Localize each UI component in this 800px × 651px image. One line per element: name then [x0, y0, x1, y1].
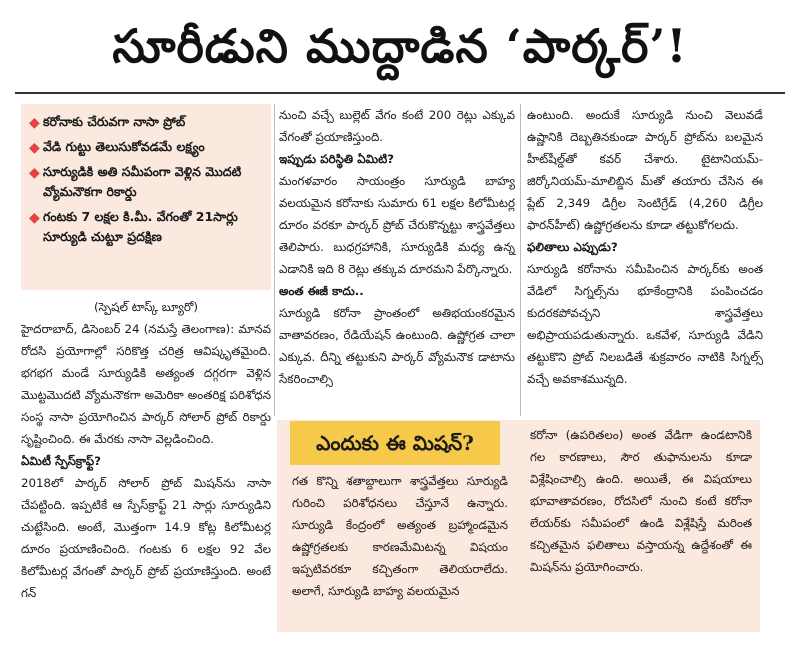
- subhead-not-easy: అంత ఈజీ కాదు..: [279, 284, 364, 298]
- subhead-current-status: ఇప్పుడు పరిస్థితి ఏమిటి?: [279, 152, 395, 166]
- highlight-item: ◆ గంటకు 7 లక్షల కి.మీ. వేగంతో 21సార్లు సూర్యుడి చుట్టూ ప్రదక్షిణ: [29, 209, 238, 244]
- body-paragraph: సూర్యుడి కరోనాను సమీపించిన పార్కర్‌కు అంత వేడిలో సిగ్నల్స్‌ను భూకేంద్రానికి పంపించడం కుదరకపోవచ్చని శాస్త్రవేత్తలు అభిప్రాయపడుతున్నారు. ఒకవేళ, సూర్యుడి వేడిని తట్టుకొని ప్రోబ్ నిలబడితే శుక్రవారం నాటికి సిగ్నల్స్ వచ్చే అవకాశమున్నది.: [527, 262, 763, 386]
- headline: సూరీడుని ముద్దాడిన ‘పార్కర్’!: [112, 19, 688, 73]
- column-3: [527, 104, 763, 390]
- column-2: [279, 104, 515, 390]
- highlights-box: [21, 104, 271, 290]
- body-paragraph: 2018లో పార్కర్ సోలార్ ప్రోబ్ మిషన్‌ను నాసా చేపట్టింది. ఇప్పటికే ఆ స్పేస్‌క్రాఫ్ట్ 21 సార్లు సూర్యుడిని చుట్టేసింది. అంటే, మొత్తంగా 14.9 కోట్ల కిలోమీటర్ల దూరం ప్రయాణించింది. గంటకు 6 లక్షల 92 వేల కిలోమీటర్ల వేగంతో పార్కర్ ప్రోబ్ ప్రయాణిస్తుంది. అంటే గన్: [21, 476, 271, 600]
- bullet-icon: ◆: [29, 115, 40, 131]
- bullet-icon: ◆: [29, 210, 40, 226]
- column-1: [21, 296, 271, 604]
- body-paragraph: సూర్యుడి కరోనా ప్రాంతంలో అతిభయంకరమైన వాతావరణం, రేడియేషన్ ఉంటుంది. ఉష్ణోగ్రత చాలా ఎక్కువ. దీన్ని తట్టుకుని పార్కర్ వ్యోమనౌక డాటాను సేకరించాల్సి: [279, 306, 515, 386]
- body-paragraph: నుంచి వచ్చే బుల్లెట్ వేగం కంటే 200 రెట్లు ఎక్కువ వేగంతో ప్రయాణిస్తుంది.: [279, 108, 515, 144]
- body-paragraph: ఉంటుంది. అందుకే సూర్యుడి నుంచి వెలువడే ఉష్ణానికి దెబ్బతినకుండా పార్కర్ ప్రోబ్‌ను బలమైన హీట్‌షీల్డ్‌తో కవర్ చేశారు. టైటానియమ్-జిర్కోనియమ్-మాలిబ్డిన మ్‌తో తయారు చేసిన ఈ ప్లేట్ 2,349 డిగ్రీల సెంటిగ్రేడ్ (4,260 డిగ్రీల ఫారన్‌హీట్) ఉష్ణోగ్రతలను కూడా తట్టుకోగలదు.: [527, 108, 763, 232]
- column-divider: [520, 104, 521, 416]
- column-divider: [274, 104, 275, 416]
- bullet-icon: ◆: [29, 165, 40, 181]
- intro-paragraph: హైదరాబాద్, డిసెంబర్ 24 (నమస్తే తెలంగాణ): మానవ రోదసి ప్రయోగాల్లో సరికొత్త చరిత్ర ఆవిష్కృతమైంది. భగభగ మండే సూర్యుడికి అత్యంత దగ్గరగా వెళ్లిన మొట్టమొదటి వ్యోమనౌకగా అమెరికా అంతరిక్ష పరిశోధన సంస్థ నాసా ప్రయోగించిన పార్కర్ సోలార్ ప్రోబ్ రికార్డు సృష్టించింది. ఈ మేరకు నాసా వెల్లడించింది.: [21, 322, 271, 446]
- highlight-item: ◆ వేడి గుట్టు తెలుసుకోవడమే లక్ష్యం: [29, 139, 205, 156]
- highlight-item: ◆ సూర్యుడికి అతి సమీపంగా వెళ్లిన మొదటి వ్యోమనౌకగా రికార్డు: [29, 164, 242, 199]
- bullet-icon: ◆: [29, 140, 40, 156]
- headline-rule: [15, 92, 785, 94]
- subhead-what-is-spacecraft: ఏమిటీ స్పేస్‌క్రాఫ్ట్?: [21, 454, 102, 468]
- subhead-results-when: ఫలితాలు ఎప్పుడు?: [527, 240, 618, 254]
- mission-box-title: ఎందుకు ఈ మిషన్?: [290, 421, 500, 465]
- body-paragraph: మంగళవారం సాయంత్రం సూర్యుడి బాహ్య వలయమైన కరోనాకు సుమారు 61 లక్షల కిలోమీటర్ల దూరం వరకూ పార్కర్ ప్రోబ్ చేరుకొన్నట్టు శాస్త్రవేత్తలు తెలిపారు. బుధగ్రహానికి, సూర్యుడికి మధ్య ఉన్న ఎడానికి ఇది 8 రెట్లు తక్కువ దూరమని పేర్కొన్నారు.: [279, 174, 515, 276]
- byline: (స్పెషల్ టాస్క్ బ్యూరో): [94, 300, 198, 314]
- mission-box-right: కరోనా (ఉపరితలం) అంత వేడిగా ఉండటానికి గల కారణాలు, సౌర తుఫానులను కూడా విశ్లేషించాల్సి ఉంది. అయితే, ఈ విషయాలు భూవాతావరణం, రోదసిలో నుంచి కంటే కరోనా లేయర్‌కు సమీపంలో ఉండి విశ్లేషిస్తే మరింత కచ్చితమైన ఫలితాలు వస్తాయన్న ఉద్దేశంతో ఈ మిషన్‌ను ప్రయోగించారు.: [530, 428, 752, 574]
- mission-box-left: గత కొన్ని శతాబ్దాలుగా శాస్త్రవేత్తలు సూర్యుడి గురించి పరిశోధనలు చేస్తూనే ఉన్నారు. సూర్యుడి కేంద్రంలో అత్యంత బ్రహ్మాండమైన ఉష్ణోగ్రతలకు కారణమేమిటన్న విషయం ఇప్పటివరకూ కచ్చితంగా తెలియరాలేదు. అలాగే, సూర్యుడి బాహ్య వలయమైన: [292, 474, 508, 598]
- highlight-item: ◆ కరోనాకు చేరువగా నాసా ప్రోబ్: [29, 114, 186, 131]
